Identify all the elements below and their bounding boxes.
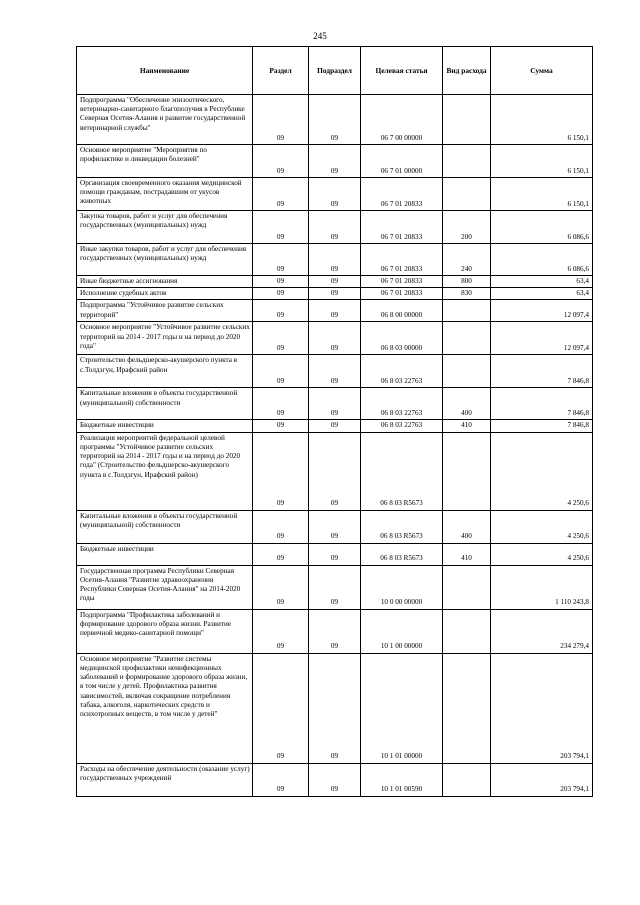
table-header-row <box>77 47 593 95</box>
row-sum-cell: 4 250,6 <box>491 543 593 565</box>
row-name-cell: Капитальные вложения в объекты государственной (муниципальной) собственности <box>77 510 253 543</box>
row-subsection-cell: 09 <box>309 244 361 276</box>
row-kind-cell <box>443 95 491 145</box>
row-kind-cell: 240 <box>443 244 491 276</box>
row-target-cell: 06 7 01 20833 <box>361 288 443 300</box>
row-sum-cell: 7 846,8 <box>491 388 593 420</box>
row-subsection-cell: 09 <box>309 420 361 432</box>
row-section-cell: 09 <box>253 95 309 145</box>
row-subsection-cell: 09 <box>309 178 361 211</box>
table-row <box>77 432 593 510</box>
row-subsection-cell: 09 <box>309 355 361 388</box>
row-name-cell: Строительство фельдшерско-акушерского пункта в с.Толдзгун, Ирафский район <box>77 355 253 388</box>
row-kind-cell: 400 <box>443 388 491 420</box>
row-name-cell: Подпрограмма "Обеспечение эпизоотического, ветеринарно-санитарного благополучия в Республике Северная Осетия-Алания и развитие государственной ветеринарной службы" <box>77 95 253 145</box>
row-section-cell: 09 <box>253 653 309 763</box>
table-row <box>77 388 593 420</box>
row-subsection-cell: 09 <box>309 432 361 510</box>
table-row <box>77 276 593 288</box>
row-section-cell: 09 <box>253 300 309 322</box>
row-kind-cell <box>443 355 491 388</box>
row-target-cell: 06 7 01 20833 <box>361 276 443 288</box>
table-row <box>77 763 593 796</box>
row-name-cell: Подпрограмма "Профилактика заболеваний и формирование здорового образа жизни. Развитие первичной медико-санитарной помощи" <box>77 609 253 653</box>
table-row <box>77 288 593 300</box>
row-target-cell: 10 1 01 00590 <box>361 763 443 796</box>
row-name-cell: Основное мероприятие "Развитие системы медицинской профилактики неинфекционных заболеваний и формирование здорового образа жизни, в том числе у детей. Профилактика развития зависимостей, включая сокращение потребления табака, алкоголя, наркотических средств и психотропных веществ, в том числе у детей" <box>77 653 253 763</box>
row-section-cell: 09 <box>253 543 309 565</box>
row-sum-cell: 6 150,1 <box>491 95 593 145</box>
row-section-cell: 09 <box>253 145 309 178</box>
table-row <box>77 565 593 609</box>
row-name-cell: Закупка товаров, работ и услуг для обеспечения государственных (муниципальных) нужд <box>77 211 253 244</box>
row-sum-cell: 203 794,1 <box>491 763 593 796</box>
table-row <box>77 244 593 276</box>
header-section: Раздел <box>253 47 309 95</box>
table-row <box>77 95 593 145</box>
table-row <box>77 145 593 178</box>
row-name-cell: Иные бюджетные ассигнования <box>77 276 253 288</box>
row-name-cell: Капитальные вложения в объекты государственной (муниципальной) собственности <box>77 388 253 420</box>
row-sum-cell: 7 846,8 <box>491 355 593 388</box>
row-section-cell: 09 <box>253 288 309 300</box>
row-sum-cell: 234 279,4 <box>491 609 593 653</box>
row-sum-cell: 63,4 <box>491 276 593 288</box>
row-sum-cell: 1 110 243,8 <box>491 565 593 609</box>
row-kind-cell <box>443 322 491 355</box>
row-subsection-cell: 09 <box>309 211 361 244</box>
table-row <box>77 355 593 388</box>
row-kind-cell <box>443 145 491 178</box>
row-subsection-cell: 09 <box>309 510 361 543</box>
row-name-cell: Государственная программа Республики Северная Осетия-Алания "Развитие здравоохранения Республики Северная Осетия-Алания" на 2014-2020 годы <box>77 565 253 609</box>
row-subsection-cell: 09 <box>309 763 361 796</box>
row-section-cell: 09 <box>253 565 309 609</box>
row-subsection-cell: 09 <box>309 322 361 355</box>
row-name-cell: Основное мероприятие "Устойчивое развитие сельских территорий на 2014 - 2017 годы и на период до 2020 года" <box>77 322 253 355</box>
page-number: 245 <box>313 31 327 41</box>
table-row <box>77 609 593 653</box>
table-body <box>77 95 593 797</box>
row-subsection-cell: 09 <box>309 653 361 763</box>
row-target-cell: 06 8 03 R5673 <box>361 543 443 565</box>
row-target-cell: 06 7 00 00000 <box>361 95 443 145</box>
row-subsection-cell: 09 <box>309 543 361 565</box>
row-target-cell: 06 8 03 R5673 <box>361 510 443 543</box>
row-name-cell: Организация своевременного оказания медицинской помощи гражданам, пострадавшим от укусов животных <box>77 178 253 211</box>
row-sum-cell: 63,4 <box>491 288 593 300</box>
header-sum: Сумма <box>491 47 593 95</box>
row-target-cell: 06 8 03 22763 <box>361 355 443 388</box>
row-target-cell: 06 8 00 00000 <box>361 300 443 322</box>
row-target-cell: 10 0 00 00000 <box>361 565 443 609</box>
table-row <box>77 653 593 763</box>
row-subsection-cell: 09 <box>309 300 361 322</box>
row-section-cell: 09 <box>253 178 309 211</box>
row-target-cell: 06 7 01 00000 <box>361 145 443 178</box>
row-kind-cell: 410 <box>443 543 491 565</box>
row-target-cell: 06 8 03 R5673 <box>361 432 443 510</box>
row-target-cell: 06 8 03 22763 <box>361 420 443 432</box>
table-row <box>77 322 593 355</box>
row-subsection-cell: 09 <box>309 565 361 609</box>
row-sum-cell: 6 086,6 <box>491 244 593 276</box>
row-subsection-cell: 09 <box>309 388 361 420</box>
row-sum-cell: 203 794,1 <box>491 653 593 763</box>
row-name-cell: Исполнение судебных актов <box>77 288 253 300</box>
table-row <box>77 420 593 432</box>
row-subsection-cell: 09 <box>309 276 361 288</box>
row-kind-cell: 410 <box>443 420 491 432</box>
table-row <box>77 510 593 543</box>
row-section-cell: 09 <box>253 609 309 653</box>
header-kind: Вид расхода <box>443 47 491 95</box>
row-target-cell: 06 7 01 20833 <box>361 211 443 244</box>
header-target: Целевая статья <box>361 47 443 95</box>
row-kind-cell: 200 <box>443 211 491 244</box>
row-target-cell: 06 8 03 22763 <box>361 388 443 420</box>
row-name-cell: Бюджетные инвестиции <box>77 543 253 565</box>
row-sum-cell: 12 097,4 <box>491 300 593 322</box>
row-kind-cell <box>443 565 491 609</box>
row-name-cell: Иные закупки товаров, работ и услуг для обеспечения государственных (муниципальных) нужд <box>77 244 253 276</box>
row-section-cell: 09 <box>253 322 309 355</box>
row-sum-cell: 12 097,4 <box>491 322 593 355</box>
row-kind-cell <box>443 609 491 653</box>
row-sum-cell: 6 150,1 <box>491 145 593 178</box>
row-kind-cell <box>443 432 491 510</box>
row-section-cell: 09 <box>253 763 309 796</box>
row-section-cell: 09 <box>253 388 309 420</box>
row-subsection-cell: 09 <box>309 288 361 300</box>
row-name-cell: Бюджетные инвестиции <box>77 420 253 432</box>
row-sum-cell: 4 250,6 <box>491 432 593 510</box>
header-subsection: Подраздел <box>309 47 361 95</box>
row-name-cell: Расходы на обеспечение деятельности (оказание услуг) государственных учреждений <box>77 763 253 796</box>
row-target-cell: 06 8 03 00000 <box>361 322 443 355</box>
row-sum-cell: 7 846,8 <box>491 420 593 432</box>
row-subsection-cell: 09 <box>309 609 361 653</box>
row-section-cell: 09 <box>253 510 309 543</box>
row-section-cell: 09 <box>253 420 309 432</box>
row-kind-cell: 830 <box>443 288 491 300</box>
row-name-cell: Основное мероприятие "Мероприятия по профилактике и ликвидации болезней" <box>77 145 253 178</box>
table-row <box>77 543 593 565</box>
row-kind-cell: 800 <box>443 276 491 288</box>
row-section-cell: 09 <box>253 432 309 510</box>
row-target-cell: 06 7 01 20833 <box>361 178 443 211</box>
row-name-cell: Реализация мероприятий федеральной целевой программы "Устойчивое развитие сельских территорий на 2014 - 2017 годы и на период до 2020 года" (Строительство фельдшерско-акушерского пункта в с.Толдзгун, Ирафский район) <box>77 432 253 510</box>
row-target-cell: 06 7 01 20833 <box>361 244 443 276</box>
table-row <box>77 300 593 322</box>
row-sum-cell: 4 250,6 <box>491 510 593 543</box>
row-target-cell: 10 1 01 00000 <box>361 653 443 763</box>
row-sum-cell: 6 150,1 <box>491 178 593 211</box>
row-kind-cell: 400 <box>443 510 491 543</box>
row-section-cell: 09 <box>253 355 309 388</box>
row-subsection-cell: 09 <box>309 95 361 145</box>
row-target-cell: 10 1 00 00000 <box>361 609 443 653</box>
row-section-cell: 09 <box>253 244 309 276</box>
row-section-cell: 09 <box>253 211 309 244</box>
row-kind-cell <box>443 653 491 763</box>
row-kind-cell <box>443 300 491 322</box>
header-name: Наименование <box>77 47 253 95</box>
table-row <box>77 178 593 211</box>
row-section-cell: 09 <box>253 276 309 288</box>
row-sum-cell: 6 086,6 <box>491 211 593 244</box>
row-kind-cell <box>443 763 491 796</box>
row-name-cell: Подпрограмма "Устойчивое развитие сельских территорий" <box>77 300 253 322</box>
row-kind-cell <box>443 178 491 211</box>
budget-table <box>76 46 593 797</box>
table-row <box>77 211 593 244</box>
row-subsection-cell: 09 <box>309 145 361 178</box>
